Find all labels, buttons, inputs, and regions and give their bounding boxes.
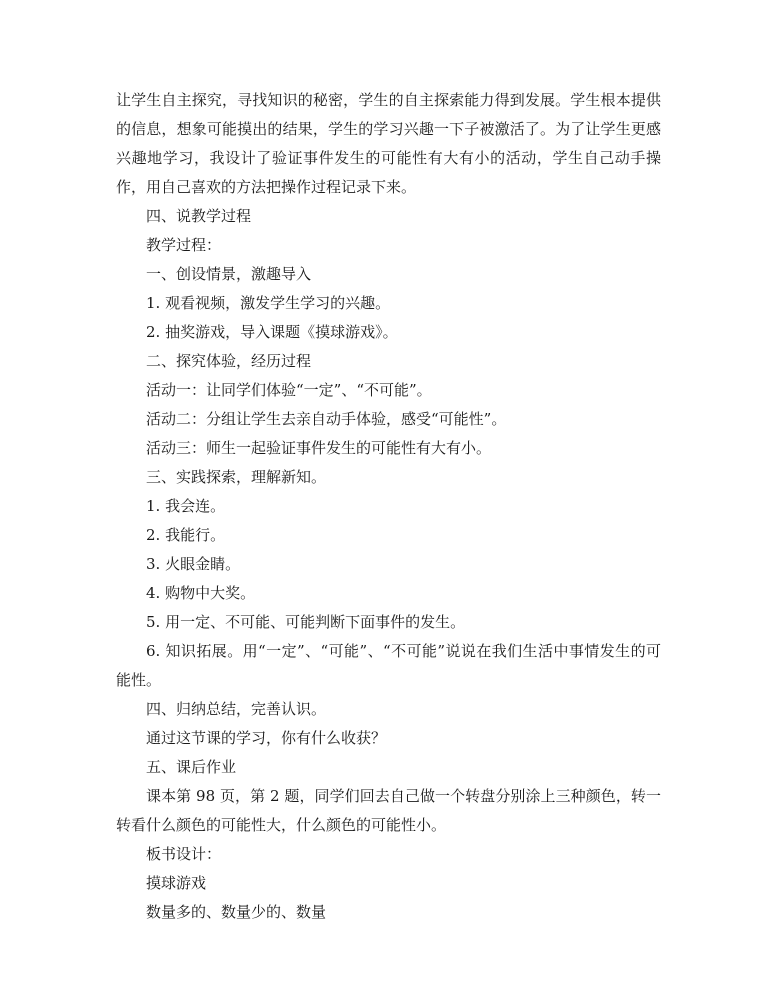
step-heading: 三、实践探索，理解新知。	[146, 468, 327, 486]
list-item: 1. 观看视频，激发学生学习的兴趣。	[146, 294, 391, 312]
list-item: 5. 用一定、不可能、可能判断下面事件的发生。	[146, 613, 466, 631]
list-item: 1. 我会连。	[146, 497, 226, 515]
list-item: 4. 购物中大奖。	[146, 584, 256, 602]
step-heading: 一、创设情景，激趣导入	[146, 265, 312, 283]
step-heading: 四、归纳总结，完善认识。	[146, 700, 327, 718]
list-item: 2. 抽奖游戏，导入课题《摸球游戏》。	[146, 323, 398, 341]
board-line: 数量多的、数量少的、数量	[146, 903, 327, 921]
activity-item: 活动一：让同学们体验“一定”、“不可能”。	[146, 381, 432, 399]
process-label: 教学过程：	[146, 236, 222, 254]
list-item: 2. 我能行。	[146, 526, 226, 544]
list-item: 3. 火眼金睛。	[146, 555, 241, 573]
step-heading: 二、探究体验，经历过程	[146, 352, 312, 370]
activity-item: 活动三：师生一起验证事件发生的可能性有大有小。	[146, 439, 492, 457]
intro-paragraph: 让学生自主探究，寻找知识的秘密，学生的自主探索能力得到发展。学生根本提供的信息，想象可能摸出的结果，学生的学习兴趣一下子被激活了。为了让学生更感兴趣地学习，我设计了验证事件发生的可能性有大有小的活动，学生自己动手操作，用自己喜欢的方法把操作过程记录下来。	[116, 91, 661, 196]
section-heading: 四、说教学过程	[146, 207, 252, 225]
board-title: 摸球游戏	[146, 874, 207, 892]
list-item: 6. 知识拓展。用“一定”、“可能”、“不可能”说说在我们生活中事情发生的可能性。	[116, 642, 661, 689]
step-heading: 五、课后作业	[146, 758, 237, 776]
question-paragraph: 通过这节课的学习，你有什么收获？	[146, 729, 387, 747]
homework-paragraph: 课本第 98 页，第 2 题，同学们回去自己做一个转盘分别涂上三种颜色，转一转看什么颜色的可能性大，什么颜色的可能性小。	[116, 787, 661, 834]
activity-item: 活动二：分组让学生去亲自动手体验，感受“可能性”。	[146, 410, 507, 428]
board-label: 板书设计：	[146, 845, 222, 863]
document-body	[116, 86, 661, 927]
